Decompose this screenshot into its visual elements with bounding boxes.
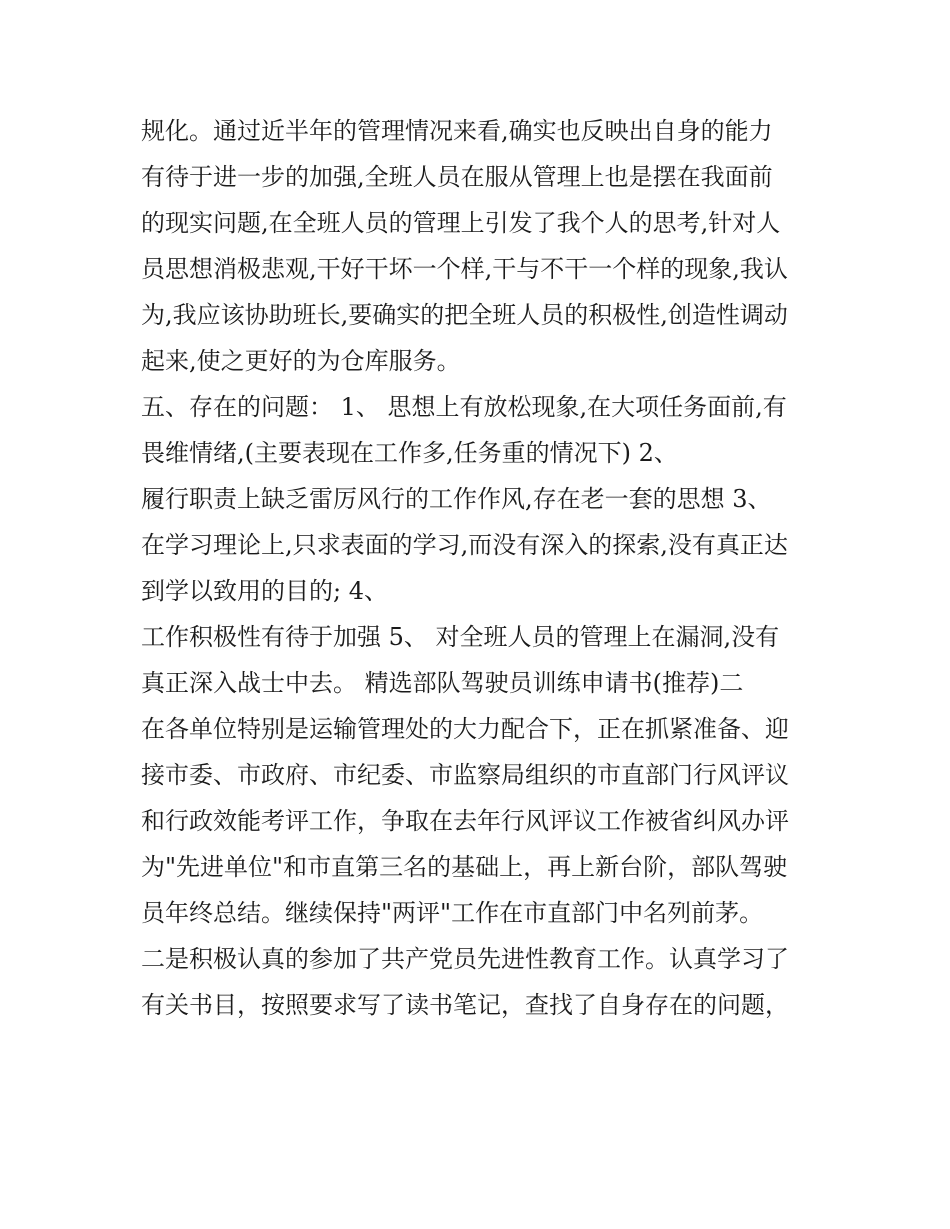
- text-line: 员年终总结。继续保持"两评"工作在市直部门中名列前茅。: [141, 899, 764, 927]
- text-line: 的现实问题,在全班人员的管理上引发了我个人的思考,针对人: [141, 209, 781, 237]
- text-line: 到学以致用的目的; 4、: [141, 577, 388, 605]
- text-line: 接市委、市政府、市纪委、市监察局组织的市直部门行风评议: [141, 761, 789, 789]
- text-line: 五、存在的问题： 1、 思想上有放松现象,在大项任务面前,有: [141, 393, 787, 421]
- text-line: 为"先进单位"和市直第三名的基础上，再上新台阶，部队驾驶: [141, 853, 788, 881]
- text-line: 为,我应该协助班长,要确实的把全班人员的积极性,创造性调动: [141, 301, 788, 329]
- text-line: 有待于进一步的加强,全班人员在服从管理上也是摆在我面前: [141, 163, 773, 191]
- text-line: 和行政效能考评工作，争取在去年行风评议工作被省纠风办评: [141, 807, 789, 835]
- text-line: 二是积极认真的参加了共产党员先进性教育工作。认真学习了: [141, 945, 789, 973]
- text-line: 在学习理论上,只求表面的学习,而没有深入的探索,没有真正达: [141, 531, 788, 559]
- text-line: 在各单位特别是运输管理处的大力配合下，正在抓紧准备、迎: [141, 715, 789, 743]
- text-line: 履行职责上缺乏雷厉风行的工作作风,存在老一套的思想 3、: [141, 485, 772, 513]
- text-line: 畏维情绪,(主要表现在工作多,任务重的情况下) 2、: [141, 439, 678, 467]
- text-line: 有关书目，按照要求写了读书笔记，查找了自身存在的问题，: [141, 991, 789, 1019]
- text-line: 员思想消极悲观,干好干坏一个样,干与不干一个样的现象,我认: [141, 255, 788, 283]
- document-body: [141, 108, 821, 1028]
- text-line: 工作积极性有待于加强 5、 对全班人员的管理上在漏洞,没有: [141, 623, 780, 651]
- text-line: 规化。通过近半年的管理情况来看,确实也反映出自身的能力: [141, 117, 773, 145]
- text-line: 真正深入战士中去。 精选部队驾驶员训练申请书(推荐)二: [141, 669, 744, 697]
- text-line: 起来,使之更好的为仓库服务。: [141, 347, 461, 375]
